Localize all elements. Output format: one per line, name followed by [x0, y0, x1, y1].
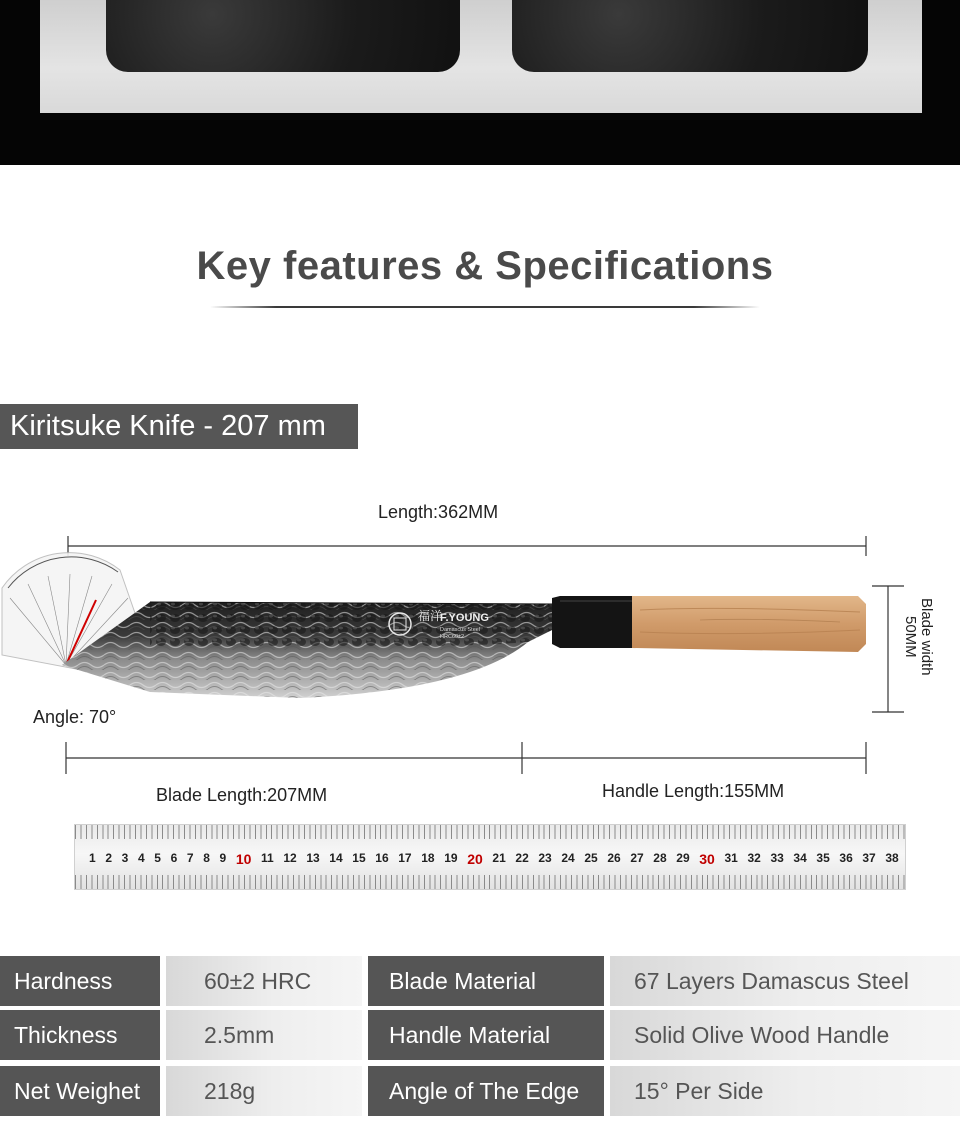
ruler-number: 26 [607, 851, 621, 865]
ruler-number: 18 [421, 851, 435, 865]
top-banner [0, 0, 960, 165]
ruler-number: 1 [89, 851, 96, 865]
spec-label-handle-material: Handle Material [368, 1010, 604, 1060]
spec-label-net-weight: Net Weighet [0, 1066, 160, 1116]
ruler-number: 3 [121, 851, 129, 865]
angle-label: Angle: 70° [33, 707, 117, 727]
spec-value-thickness: 2.5mm [166, 1010, 362, 1060]
spec-value-handle-material: Solid Olive Wood Handle [610, 1010, 960, 1060]
ruler-number: 11 [261, 851, 274, 865]
length-dimension [68, 536, 866, 556]
product-badge: Kiritsuke Knife - 207 mm [0, 404, 358, 449]
blade-width-dimension [872, 586, 904, 712]
ruler-number: 38 [885, 851, 899, 865]
section-title: Key features & Specifications [196, 244, 774, 288]
brand-seal-glyphs: 福洋 [418, 609, 443, 623]
ruler-number: 19 [444, 851, 458, 865]
spec-label-thickness: Thickness [0, 1010, 160, 1060]
ruler-number: 9 [219, 851, 227, 865]
ruler-number: 33 [770, 851, 784, 865]
ruler-number: 28 [653, 851, 667, 865]
blade-length-label: Blade Length:207MM [156, 785, 328, 805]
ruler-number: 22 [515, 851, 529, 865]
spec-label-hardness: Hardness [0, 956, 160, 1006]
ruler-number: 25 [584, 851, 598, 865]
ruler-number: 34 [793, 851, 807, 865]
knife-bolster [552, 596, 632, 648]
ruler-number: 7 [186, 851, 194, 865]
spec-value-edge-angle: 15° Per Side [610, 1066, 960, 1116]
blade-width-label: Blade width [918, 598, 935, 676]
ruler-number: 2 [105, 851, 112, 865]
ruler-number: 20 [467, 851, 483, 867]
ruler-number: 24 [561, 851, 575, 865]
spec-label-blade-material: Blade Material [368, 956, 604, 1006]
brand-name: F.YOUNG [440, 612, 489, 624]
ruler-number: 35 [816, 851, 830, 865]
ruler-number: 36 [839, 851, 853, 865]
ruler-number: 12 [283, 851, 297, 865]
knife-diagram [0, 480, 960, 810]
title-underline [210, 306, 760, 308]
ruler-number: 15 [352, 851, 366, 865]
ruler-ticks-top [75, 825, 905, 839]
ruler-number: 37 [862, 851, 876, 865]
measuring-ruler [74, 824, 906, 890]
whetstone-right [512, 0, 868, 72]
ruler-number: 29 [676, 851, 690, 865]
ruler-number: 17 [398, 851, 412, 865]
spec-value-net-weight: 218g [166, 1066, 362, 1116]
length-label: Length:362MM [378, 502, 499, 522]
ruler-number: 8 [203, 851, 210, 865]
ruler-number: 21 [492, 851, 506, 865]
ruler-number: 30 [699, 851, 715, 867]
ruler-number: 4 [137, 851, 145, 865]
ruler-number: 27 [630, 851, 644, 865]
ruler-number: 31 [724, 851, 738, 865]
ruler-numbers [89, 851, 899, 867]
ruler-number: 10 [235, 851, 252, 867]
blade-width-value: 50MM [902, 616, 919, 658]
ruler-ticks-bottom [75, 875, 905, 889]
section-length-dimension [66, 742, 866, 774]
ruler-number: 14 [329, 851, 343, 865]
spec-label-edge-angle: Angle of The Edge [368, 1066, 604, 1116]
ruler-number: 32 [747, 851, 761, 865]
ruler-number: 23 [538, 851, 552, 865]
whetstone-left [106, 0, 460, 72]
ruler-number: 13 [306, 851, 320, 865]
spec-value-hardness: 60±2 HRC [166, 956, 362, 1006]
ruler-number: 5 [154, 851, 161, 865]
spec-value-blade-material: 67 Layers Damascus Steel [610, 956, 960, 1006]
brand-line-1: Damascus Steel [440, 627, 481, 633]
knife-handle [632, 596, 866, 652]
ruler-number: 6 [170, 851, 178, 865]
product-image-panel [40, 0, 922, 113]
handle-length-label: Handle Length:155MM [602, 781, 785, 801]
brand-line-2: HRC60±2 [440, 634, 465, 640]
ruler-number: 16 [375, 851, 389, 865]
